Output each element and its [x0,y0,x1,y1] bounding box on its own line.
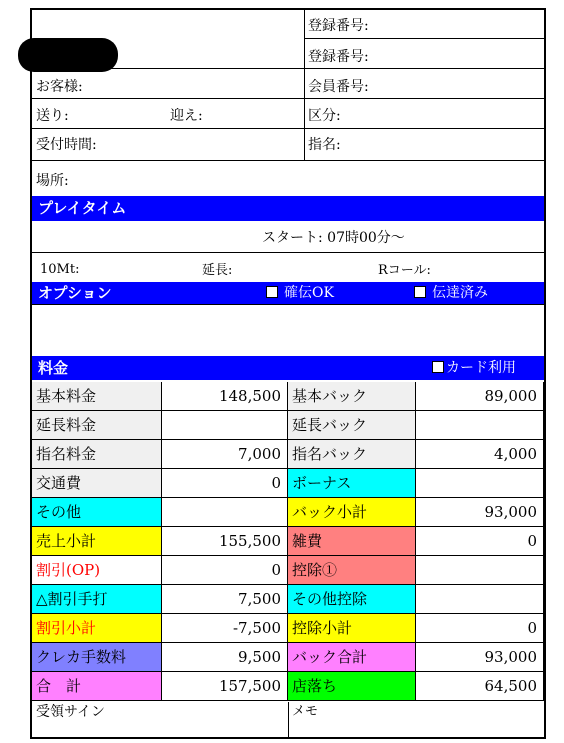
option-title: オプション [38,284,112,302]
customer-label: お客様: [36,79,83,95]
ten-mt-label: 10Mt: [40,262,80,277]
fee-label-right: その他控除 [288,585,416,614]
fee-label-left: 合 計 [32,672,162,701]
fee-value-left[interactable]: 155,500 [162,527,288,556]
checkbox-icon[interactable] [414,286,426,298]
registration-number-label-2: 登録番号: [308,49,369,65]
card-use-check[interactable]: カード利用 [432,356,516,380]
fee-value-left[interactable]: 7,500 [162,585,288,614]
pickup-label: 迎え: [170,108,203,124]
fee-value-left[interactable] [162,411,288,440]
fee-value-right[interactable]: 64,500 [416,672,544,701]
fee-value-left[interactable]: 7,000 [162,440,288,469]
fee-value-right[interactable]: 93,000 [416,643,544,672]
signature-label: 受領サイン [36,704,106,720]
fee-value-left[interactable] [162,498,288,527]
fee-bar [32,356,544,380]
fee-label-left: 交通費 [32,469,162,498]
fee-label-right: 雑費 [288,527,416,556]
fee-value-right[interactable]: 0 [416,614,544,643]
fee-label-right: ボーナス [288,469,416,498]
category-label: 区分: [308,108,341,124]
fee-value-right[interactable] [416,411,544,440]
fee-label-right: 基本バック [288,382,416,411]
playtime-bar [32,196,544,221]
header-divider [304,10,305,160]
fee-label-left: 割引(OP) [32,556,162,585]
registration-number-label: 登録番号: [308,18,369,34]
fee-value-right[interactable]: 89,000 [416,382,544,411]
fee-label-left: 延長料金 [32,411,162,440]
extension-label: 延長: [202,263,233,278]
fee-value-right[interactable] [416,469,544,498]
fee-value-left[interactable]: 148,500 [162,382,288,411]
playtime-title: プレイタイム [38,199,127,217]
fee-label-right: 延長バック [288,411,416,440]
fee-label-right: 控除小計 [288,614,416,643]
fee-value-right[interactable]: 93,000 [416,498,544,527]
fee-label-right: バック小計 [288,498,416,527]
fee-value-right[interactable]: 0 [416,527,544,556]
member-number-label: 会員番号: [308,79,369,95]
fee-label-right: 店落ち [288,672,416,701]
fee-label-left: 売上小計 [32,527,162,556]
fee-label-left: △割引手打 [32,585,162,614]
fee-table [32,382,544,702]
fee-label-right: 控除① [288,556,416,585]
r-call-label: Rコール: [378,263,431,278]
fee-value-left[interactable]: 0 [162,469,288,498]
fee-value-left[interactable]: 157,500 [162,672,288,701]
fee-value-left[interactable]: 9,500 [162,643,288,672]
fee-label-left: クレカ手数料 [32,643,162,672]
fee-title: 料金 [38,359,69,377]
nomination-label: 指名: [308,137,341,153]
place-label: 場所: [36,173,69,189]
option-bar [32,282,544,304]
fee-value-left[interactable]: 0 [162,556,288,585]
fee-label-right: 指名バック [288,440,416,469]
fee-label-left: その他 [32,498,162,527]
send-label: 送り: [36,108,69,124]
check-confirm-ok[interactable]: 確伝OK [266,282,334,304]
memo-label: メモ [292,704,319,719]
fee-value-right[interactable]: 4,000 [416,440,544,469]
start-time: スタート: 07時00分～ [262,230,405,246]
fee-label-left: 指名料金 [32,440,162,469]
fee-label-left: 基本料金 [32,382,162,411]
fee-label-right: バック合計 [288,643,416,672]
order-form [30,8,546,739]
redacted-name-block [18,38,118,72]
fee-label-left: 割引小計 [32,614,162,643]
fee-value-right[interactable] [416,585,544,614]
fee-value-right[interactable] [416,556,544,585]
check-communicated[interactable]: 伝達済み [414,282,488,304]
fee-value-left[interactable]: -7,500 [162,614,288,643]
reception-time-label: 受付時間: [36,137,97,153]
checkbox-icon[interactable] [266,286,278,298]
checkbox-icon[interactable] [432,361,444,373]
